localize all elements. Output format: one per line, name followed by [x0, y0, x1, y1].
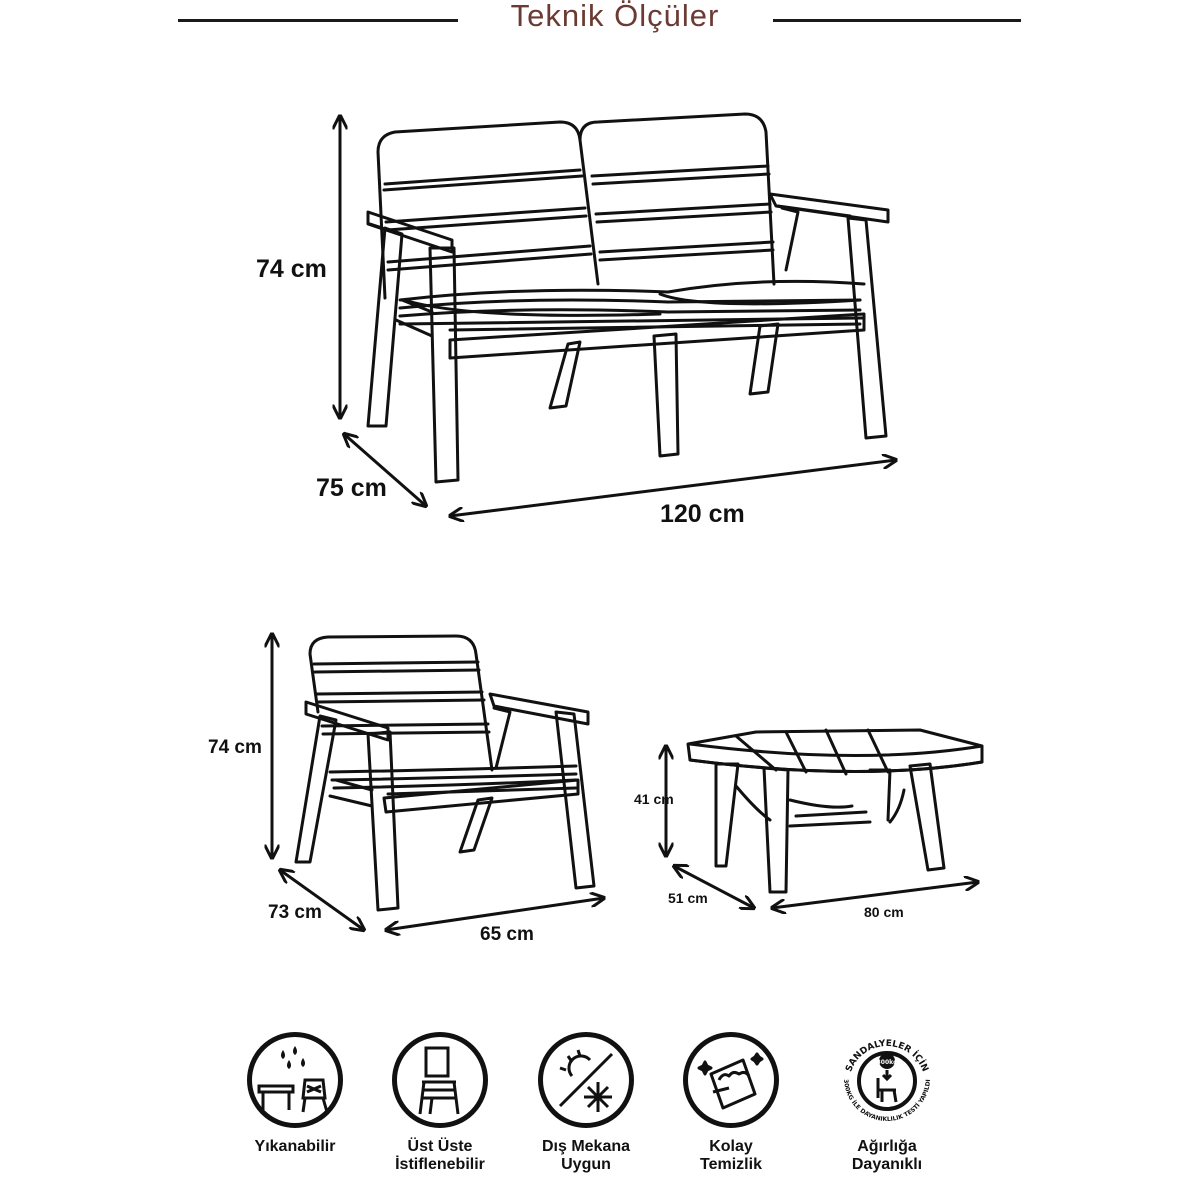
easy-clean-hand-icon	[683, 1032, 779, 1128]
feature-label: Ağırlığa Dayanıklı	[851, 1138, 923, 1173]
washable-furniture-icon	[247, 1032, 343, 1128]
weight-tested-chair-icon	[832, 1026, 942, 1136]
feature-easy-clean	[676, 1020, 796, 1180]
armchair-height-label: 74 cm	[208, 737, 262, 758]
table-depth-label: 51 cm	[668, 890, 708, 906]
feature-stackable	[385, 1020, 505, 1180]
feature-outdoor	[531, 1020, 651, 1180]
armchair-drawing	[296, 636, 594, 910]
stackable-chairs-icon	[392, 1032, 488, 1128]
sofa-depth-label: 75 cm	[316, 474, 387, 502]
badge-weight-text: 300kg	[876, 1059, 898, 1066]
sofa-drawing	[368, 114, 888, 482]
svg-text:300KG İLE DAYANIKLILIK TESTİ Y	[842, 1079, 932, 1123]
armchair-width-label: 65 cm	[480, 924, 534, 945]
table-height-label: 41 cm	[634, 791, 674, 807]
armchair-depth-label: 73 cm	[268, 902, 322, 923]
badge-side-text: 300KG İLE DAYANIKLILIK TESTİ YAPILDI	[841, 1079, 932, 1124]
outdoor-sun-snow-icon	[538, 1032, 634, 1128]
sofa-width-label: 120 cm	[660, 500, 745, 528]
feature-washable	[240, 1020, 360, 1180]
feature-label: Kolay Temizlik	[700, 1138, 762, 1173]
page-title: Teknik Ölçüler	[510, 0, 720, 33]
table-drawing	[688, 730, 982, 892]
feature-label: Yıkanabilir	[254, 1138, 336, 1155]
feature-label: Dış Mekana Uygun	[541, 1138, 631, 1173]
feature-label: Üst Üste İstiflenebilir	[395, 1138, 485, 1173]
table-width-label: 80 cm	[864, 904, 904, 920]
sofa-height-label: 74 cm	[256, 255, 327, 283]
badge-top-text: SANDALYELER İÇİN	[844, 1038, 930, 1074]
feature-weight-tested	[832, 1020, 952, 1180]
